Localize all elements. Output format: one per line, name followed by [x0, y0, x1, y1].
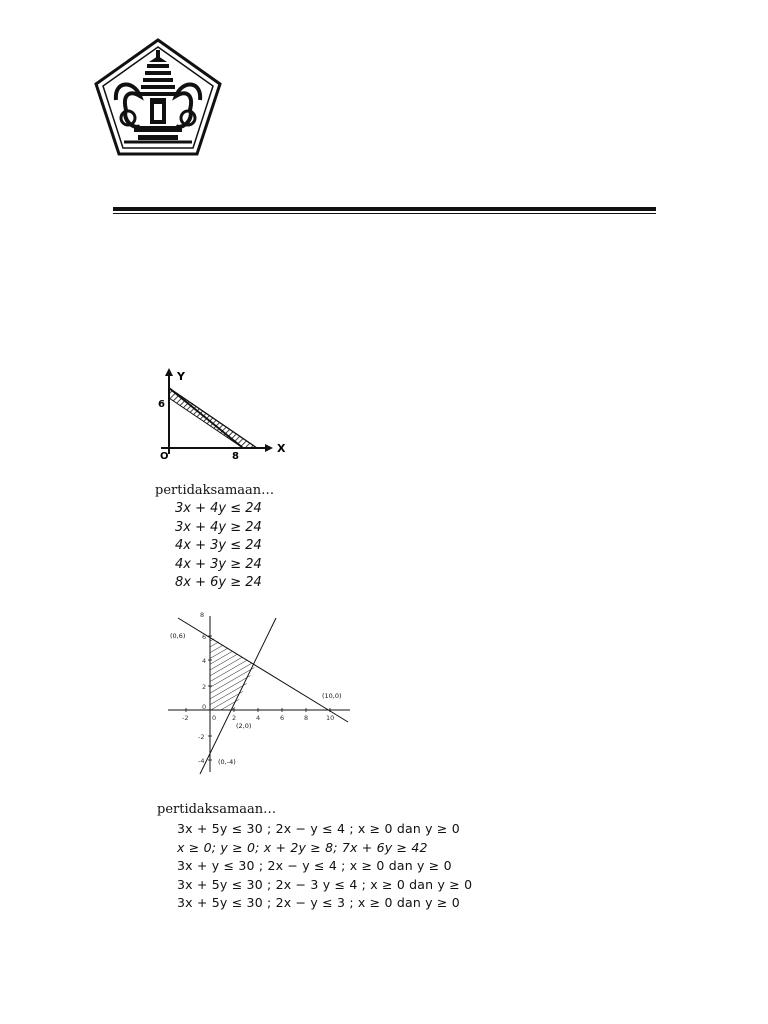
question2-options — [177, 820, 472, 913]
question1-graph — [155, 362, 300, 464]
fig2-x-tick: 10 — [326, 714, 335, 722]
fig2-x-tick: 4 — [256, 714, 261, 722]
fig2-point-label: (10,0) — [322, 692, 342, 700]
fig1-x-axis-label: X — [277, 442, 286, 455]
question1-option: 4x + 3y ≤ 24 — [175, 538, 262, 553]
fig2-y-tick: 0 — [202, 703, 207, 711]
fig2-x-tick: -2 — [182, 714, 189, 722]
fig2-y-tick: 4 — [202, 657, 207, 665]
question1-prompt: pertidaksamaan… — [155, 483, 275, 498]
question2-option: 3x + 5y ≤ 30 ; 2x − y ≤ 3 ; x ≥ 0 dan y ≥ 0 — [177, 895, 460, 910]
question2-option: 3x + y ≤ 30 ; 2x − y ≤ 4 ; x ≥ 0 dan y ≥ 0 — [177, 858, 452, 873]
fig2-y-tick: 2 — [202, 683, 207, 691]
fig2-x-tick: 6 — [280, 714, 285, 722]
fig2-y-tick: 8 — [200, 612, 205, 619]
fig1-x-intercept-label: 8 — [232, 451, 239, 462]
fig1-y-axis-label: Y — [177, 370, 185, 383]
question2-option: 3x + 5y ≤ 30 ; 2x − 3 y ≤ 4 ; x ≥ 0 dan y ≥ 0 — [177, 876, 473, 892]
fig2-point-label: (0,6) — [170, 632, 186, 640]
fig2-x-tick: 0 — [212, 714, 217, 722]
bali-crest-logo — [94, 38, 222, 156]
fig2-x-tick: 2 — [232, 714, 237, 722]
question1-option: 4x + 3y ≥ 24 — [175, 556, 262, 572]
question2-graph — [160, 612, 380, 782]
fig1-origin-label: O — [160, 451, 169, 462]
question2-option: 3x + 5y ≤ 30 ; 2x − y ≤ 4 ; x ≥ 0 dan y ≥ 0 — [177, 821, 460, 836]
header-rule-thin — [113, 213, 656, 214]
fig1-y-intercept-label: 6 — [158, 399, 165, 410]
fig2-y-tick: -4 — [198, 757, 205, 765]
fig2-y-tick: 6 — [202, 633, 207, 641]
question1-option: 8x + 6y ≥ 24 — [175, 575, 262, 590]
question2-prompt: pertidaksamaan… — [157, 802, 277, 817]
question1-option: 3x + 4y ≤ 24 — [175, 501, 262, 516]
question2-option: x ≥ 0; y ≥ 0; x + 2y ≥ 8; 7x + 6y ≥ 42 — [177, 839, 428, 855]
fig2-point-label: (2,0) — [236, 722, 252, 730]
fig2-y-tick: -2 — [198, 733, 205, 741]
fig2-x-tick: 8 — [304, 714, 309, 722]
fig2-point-label: (0,-4) — [218, 758, 236, 766]
question1-option: 3x + 4y ≥ 24 — [175, 519, 262, 535]
header-rule-thick — [113, 207, 656, 211]
question1-options — [175, 500, 262, 593]
